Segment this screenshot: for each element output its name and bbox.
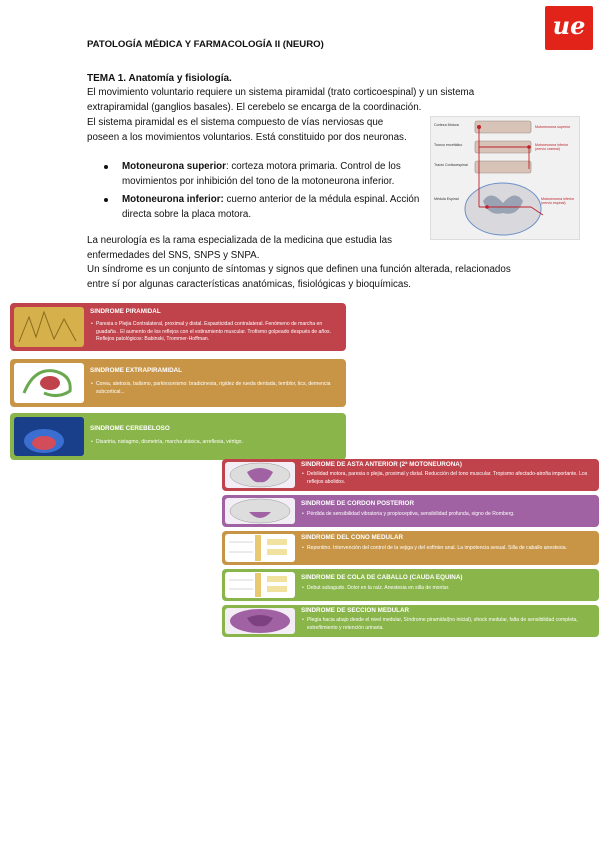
paragraph-voluntary-movement: El movimiento voluntario requiere un sistema piramidal (trato corticoespinal) y un sistema extrapiramidal (ganglios basales). El cerebelo se encarga de la coordinación. <box>87 87 475 113</box>
bullet-term: Motoneurona inferior: <box>122 194 224 206</box>
syndrome-card-seccion-medular <box>222 605 599 637</box>
bullet-icon <box>104 165 108 169</box>
syndrome-description: • Plegia hacia abajo desde el nivel medular, Síndrome piramidal(no inicial), shock medular, falta de sensibilidad completa, estreñimiento y retención urinaria. <box>307 617 595 632</box>
syndrome-description: • Paresia o Plejia Contralateral, proximal y distal. Espasticidad contralateral. Fenómeno de marcha en guadaña . El aumento de los reflejos con el estiramiento muscular. Trofismo golpeado después de años. Reflejos patológicos: Babinski, Trommer-Hoffman. <box>96 321 342 344</box>
paragraph-syndrome-definition: Un síndrome es un conjunto de síntomas y signos que definen una función alterada, relacionados entre sí por algunas características anatómicas, fisiológicas y bioquímicas. <box>87 264 511 290</box>
motor-pathway-diagram <box>431 117 579 239</box>
figure-label: Tracto Corticoespinal <box>434 163 468 167</box>
basal-ganglia-image <box>14 363 84 403</box>
bullet-term: Motoneurona superior <box>122 161 226 172</box>
syndrome-description: • Repentino. Intervención del control de la vejiga y del esfínter anal. La impotencia sexual. Silla de caballo anestesia. <box>307 545 595 553</box>
figure-label: Tronco encefálico <box>434 143 463 147</box>
syndrome-description: • Disartria, nistagmo, dismetría, marcha atáxica, arreflexia, vértigo. <box>96 439 342 447</box>
bullet-icon <box>104 198 108 202</box>
spinal-cord-section-image <box>225 608 295 634</box>
bullet-text: cuerno anterior de la médula espinal. Acción directa sobre la placa motora. <box>122 194 420 220</box>
paragraph-pyramidal-system: El sistema piramidal es el sistema compuesto de vías nerviosas que poseen a los movimientos voluntarios. Está constituido por dos neuronas. <box>87 117 407 143</box>
paragraph-neurology: La neurología es la rama especializada de la medicina que estudia las enfermedades del SNS, SNPS y SNPA. <box>87 235 392 261</box>
syndrome-card-cono-medular <box>222 531 599 565</box>
syndrome-title: SINDROME PIRAMIDAL <box>90 308 161 315</box>
cauda-equina-image <box>225 572 295 598</box>
spinal-cord-section-image <box>225 498 295 524</box>
syndrome-card-asta-anterior <box>222 459 599 491</box>
list-item <box>104 160 424 189</box>
syndrome-title: SINDROME DE ASTA ANTERIOR (2ª MOTONEURONA) <box>301 461 462 468</box>
motor-pathway-figure <box>430 116 580 240</box>
syndrome-description: • Pérdida de sensibilidad vibratoria y propioceptiva, sensibilidad profunda, signo de Romberg. <box>307 511 595 519</box>
conus-medullaris-image <box>225 534 295 562</box>
pyramidal-neurons-image <box>14 307 84 347</box>
topic-title: TEMA 1. Anatomía y fisiología. <box>87 73 232 84</box>
syndrome-description: • Corea, atetosis, balismo, parkinsonismo: bradicinesia, rigidez de rueda dentada, temblor, tics, demencia subcortical... <box>96 381 342 396</box>
syndrome-card-piramidal <box>10 303 346 351</box>
syndrome-title: SINDROME DE COLA DE CABALLO (CAUDA EQUINA) <box>301 574 463 581</box>
syndrome-card-cerebeloso <box>10 413 346 460</box>
figure-label: Motoneurona inferior (nervio craneal) <box>535 143 569 151</box>
syndrome-description: • Debut subagudo. Dolor en la raíz. Anestesia en silla de montar. <box>307 585 595 593</box>
document-title: PATOLOGÍA MÉDICA Y FARMACOLOGÍA II (NEURO) <box>87 39 324 50</box>
syndrome-title: SINDROME EXTRAPIRAMIDAL <box>90 367 183 374</box>
syndrome-card-cola-de-caballo <box>222 569 599 601</box>
figure-label: Motoneurona superior <box>535 125 571 129</box>
list-item <box>104 193 424 222</box>
syndrome-title: SINDROME DEL CONO MEDULAR <box>301 534 404 541</box>
university-logo <box>545 6 593 50</box>
syndrome-title: SINDROME CEREBELOSO <box>90 425 170 432</box>
syndrome-title: SINDROME DE CORDON POSTERIOR <box>301 500 415 507</box>
figure-label: Médula Espinal <box>434 197 459 201</box>
bullet-text: : corteza motora primaria. Control de los movimientos por inhibición del tono de la motoneurona inferior. <box>122 161 401 187</box>
spinal-cord-section-image <box>225 462 295 488</box>
syndrome-title: SINDROME DE SECCION MEDULAR <box>301 607 410 614</box>
syndrome-card-cordon-posterior <box>222 495 599 527</box>
syndrome-card-extrapiramidal <box>10 359 346 407</box>
figure-label: Motoneurona inferior (nervio espinal) <box>541 197 575 205</box>
syndrome-description: • Debilidad motora, paresia o plejia, proximal y distal. Reducción del tono muscular. Tropismo afectado-atrofia importante. Los reflejos abolidos. <box>307 471 595 486</box>
figure-label: Corteza Motora <box>434 123 459 127</box>
logo-text: ue <box>552 11 586 40</box>
motoneuron-list <box>104 160 424 226</box>
cerebellum-image <box>14 417 84 456</box>
